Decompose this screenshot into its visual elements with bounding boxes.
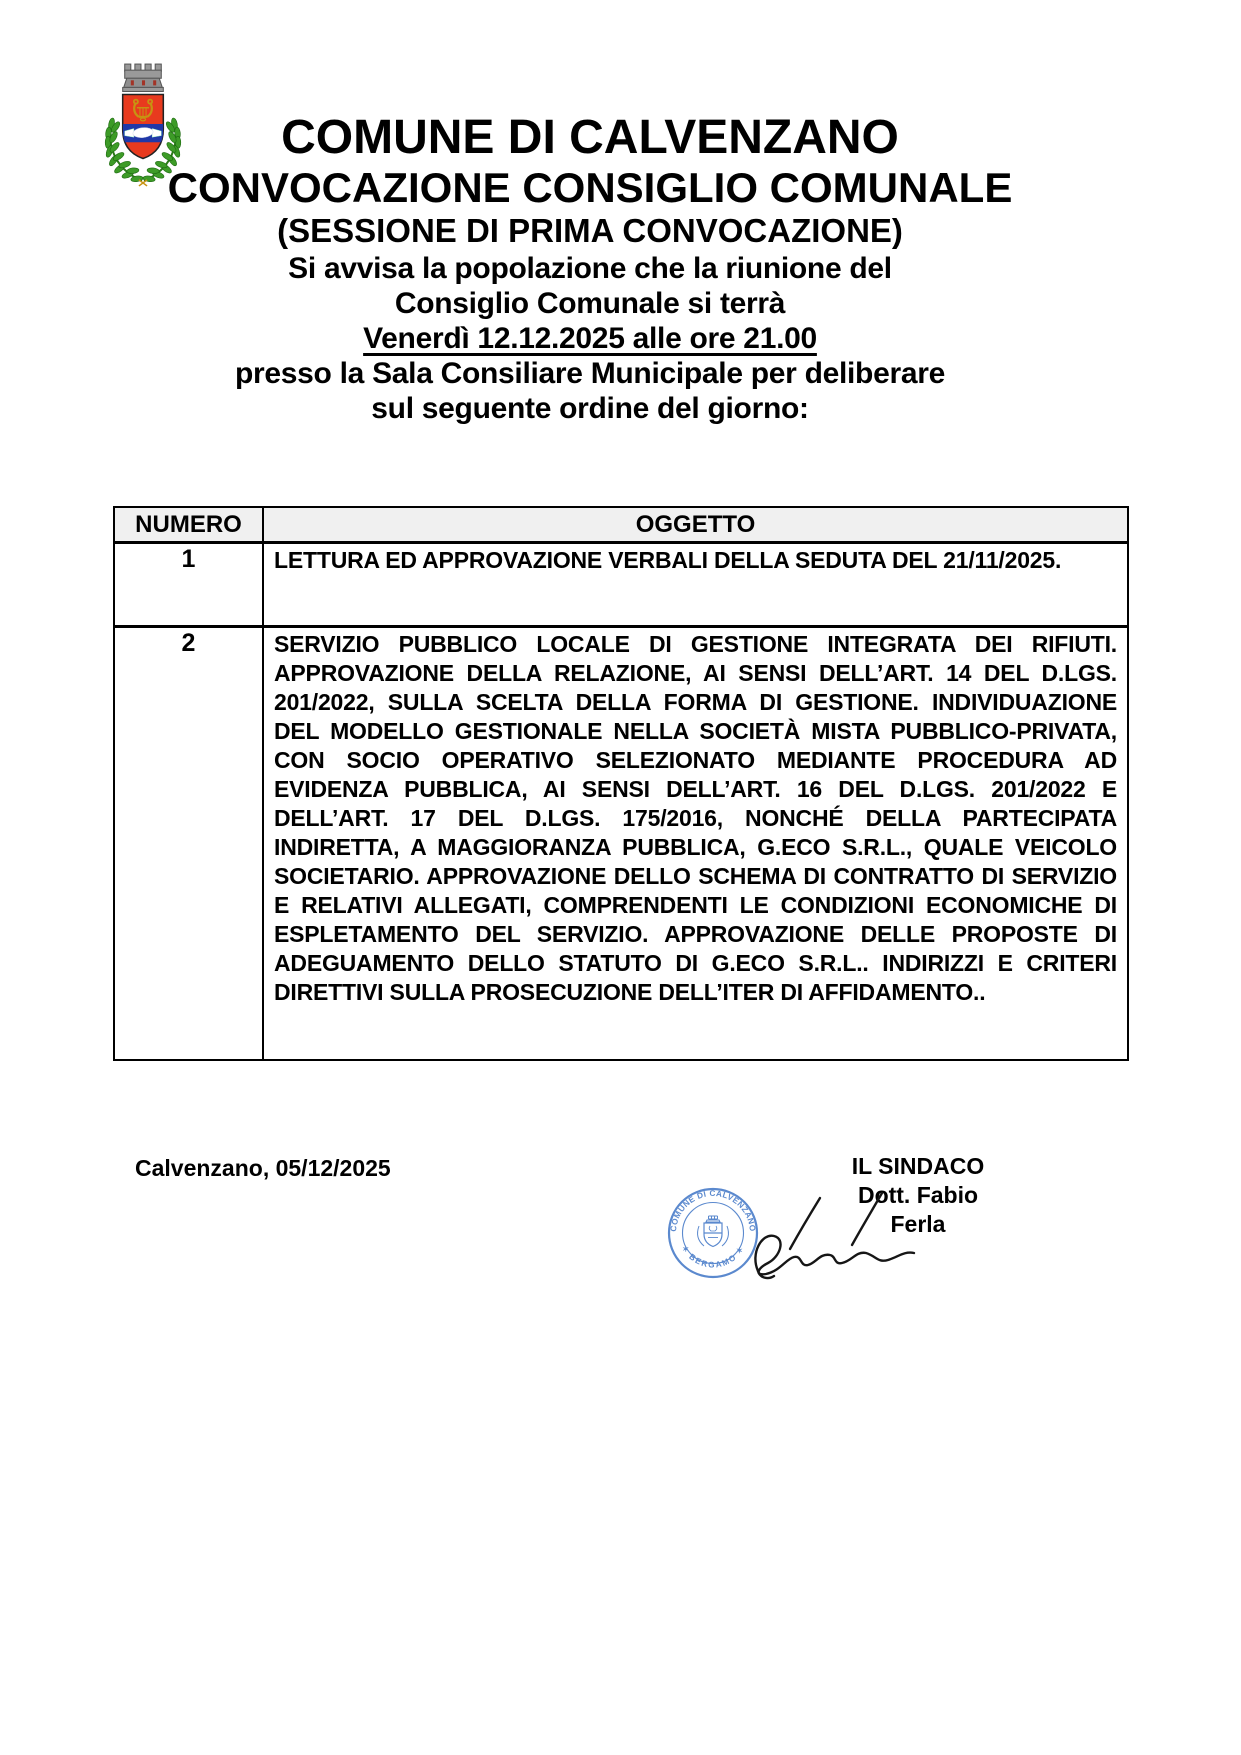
place-date: Calvenzano, 05/12/2025 bbox=[135, 1155, 391, 1181]
table-row bbox=[114, 543, 1128, 627]
agenda-table bbox=[113, 506, 1129, 1061]
page-title: COMUNE DI CALVENZANO bbox=[281, 111, 899, 164]
mural-crown-icon bbox=[123, 64, 164, 91]
stamp-ring-bottom-text: ✶ BERGAMO ✶ bbox=[679, 1243, 747, 1270]
agenda-item-text: SERVIZIO PUBBLICO LOCALE DI GESTIONE INTEGRATA DEI RIFIUTI. APPROVAZIONE DELLA RELAZIONE, AI SENSI DELL’ART. 14 DEL D.LGS. 201/2022, SULLA SCELTA DELLA FORMA DI GESTIONE. INDIVIDUAZIONE DEL MODELLO GESTIONALE NELLA SOCIETÀ MISTA PUBBLICO-PRIVATA, CON SOCIO OPERATIVO SELEZIONATO MEDIANTE PROCEDURA AD EVIDENZA PUBBLICA, AI SENSI DELL’ART. 16 DEL D.LGS. 201/2022 E DELL’ART. 17 DEL D.LGS. 175/2016, NONCHÉ DELLA PARTECIPATA INDIRETTA, A MAGGIORANZA PUBBLICA, G.ECO S.R.L., QUALE VEICOLO SOCIETARIO. APPROVAZIONE DELLO SCHEMA DI CONTRATTO DI SERVIZIO E RELATIVI ALLEGATI, COMPRENDENTI LE CONDIZIONI ECONOMICHE DI ESPLETAMENTO DEL SERVIZIO. APPROVAZIONE DELLE PROPOSTE DI ADEGUAMENTO DELLO STATUTO DI G.ECO S.R.L.. INDIRIZZI E CRITERI DIRETTIVI SULLA PROSECUZIONE DELL’ITER DI AFFIDAMENTO.. bbox=[263, 627, 1128, 1060]
handwritten-signature-icon bbox=[742, 1183, 927, 1283]
stamp-ring-top-text: COMUNE DI CALVENZANO bbox=[668, 1188, 758, 1233]
meeting-datetime: Venerdì 12.12.2025 alle ore 21.00 bbox=[363, 322, 817, 355]
notice-line-1: Si avvisa la popolazione che la riunione del bbox=[288, 252, 892, 285]
table-header-row bbox=[114, 507, 1128, 543]
svg-text:✶ BERGAMO ✶ bbox=[680, 1244, 747, 1270]
column-header-numero: NUMERO bbox=[114, 507, 263, 543]
signer-role: IL SINDACO bbox=[851, 1153, 985, 1179]
session-line: (SESSIONE DI PRIMA CONVOCAZIONE) bbox=[277, 212, 903, 249]
subtitle: CONVOCAZIONE CONSIGLIO COMUNALE bbox=[167, 164, 1013, 211]
stamp-center-crest bbox=[698, 1216, 729, 1247]
signer-name: Dott. Fabio Ferla bbox=[857, 1182, 979, 1237]
table-row bbox=[114, 627, 1128, 1060]
agenda-intro: sul seguente ordine del giorno: bbox=[371, 392, 809, 425]
venue-line: presso la Sala Consiliare Municipale per deliberare bbox=[235, 357, 945, 390]
agenda-item-text: LETTURA ED APPROVAZIONE VERBALI DELLA SEDUTA DEL 21/11/2025. bbox=[263, 543, 1128, 627]
agenda-item-number: 2 bbox=[114, 627, 263, 1060]
agenda-item-number: 1 bbox=[114, 543, 263, 627]
column-header-oggetto: OGGETTO bbox=[263, 507, 1128, 543]
document-header bbox=[0, 112, 1180, 426]
notice-line-2: Consiglio Comunale si terrà bbox=[394, 287, 786, 320]
